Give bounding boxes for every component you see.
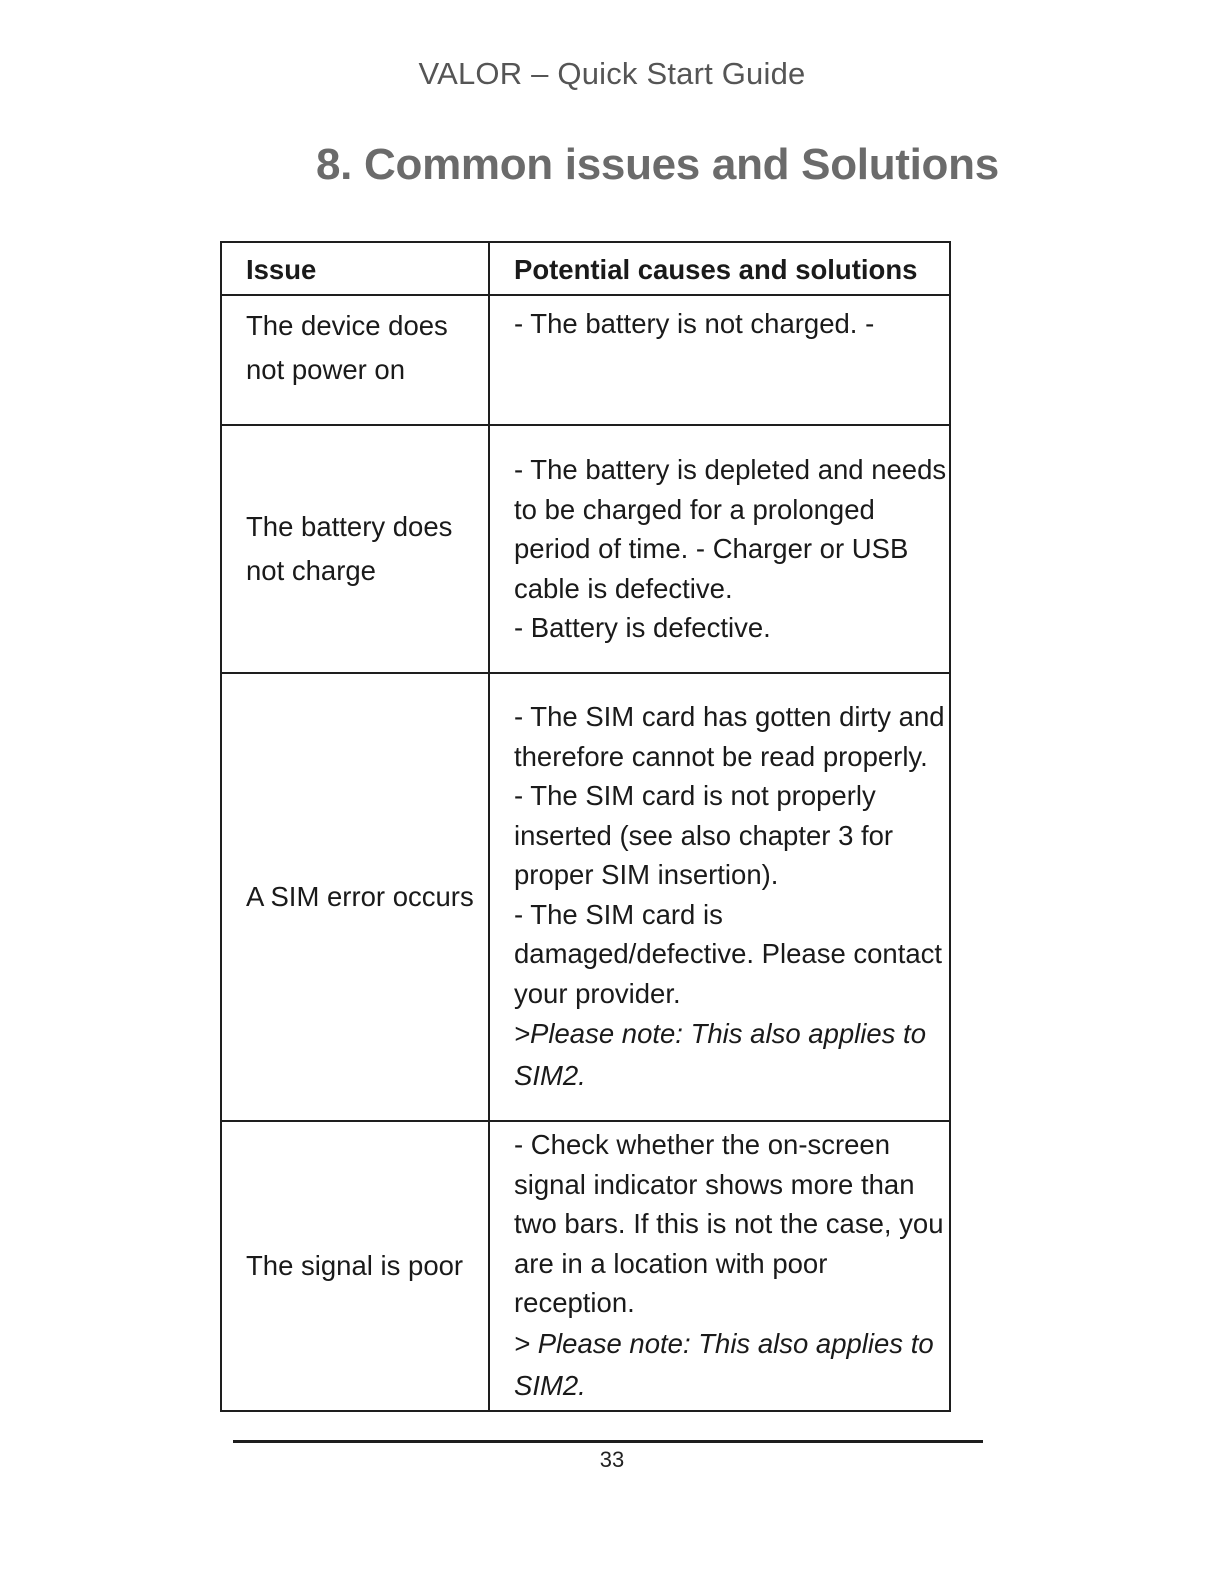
- issue-text: The battery does not charge: [246, 511, 453, 586]
- table-header-row: [221, 242, 950, 295]
- solution-text: - The SIM card has gotten dirty and therefore cannot be read properly.: [514, 701, 945, 772]
- note-text: >Please note: This also applies to SIM2.: [514, 1018, 926, 1091]
- issue-cell: [221, 425, 489, 673]
- solution-text: - Battery is defective.: [514, 612, 771, 644]
- running-header: VALOR – Quick Start Guide: [418, 56, 806, 91]
- column-header-solutions: Potential causes and solutions: [489, 242, 950, 295]
- issue-text: A SIM error occurs: [246, 881, 474, 912]
- solution-cell: [489, 295, 950, 425]
- solution-cell: [489, 1121, 950, 1411]
- issue-cell: [221, 1121, 489, 1411]
- table-row: [221, 673, 950, 1121]
- issue-cell: [221, 673, 489, 1121]
- table-row: [221, 295, 950, 425]
- solution-text: - The battery is depleted and needs to be charged for a prolonged period of time. - Charger or USB cable is defective.: [514, 454, 947, 604]
- solution-cell: [489, 673, 950, 1121]
- issues-table: [220, 241, 951, 1412]
- note-text: > Please note: This also applies to SIM2.: [514, 1327, 934, 1401]
- solution-text: - The SIM card is damaged/defective. Please contact your provider.: [514, 898, 943, 1009]
- table-row: [221, 425, 950, 673]
- issue-cell: [221, 295, 489, 425]
- solution-cell: [489, 425, 950, 673]
- table-row: [221, 1121, 950, 1411]
- solution-text: - The battery is not charged. -: [514, 308, 875, 339]
- solution-text: - The SIM card is not properly inserted (see also chapter 3 for proper SIM insertion).: [514, 780, 894, 890]
- page-number: 33: [599, 1447, 625, 1472]
- solution-text: - Check whether the on-screen signal indicator shows more than two bars. If this is not the case, you are in a location with poor reception.: [514, 1129, 944, 1319]
- footer-rule: [233, 1440, 983, 1443]
- issue-text: The device does not power on: [246, 310, 448, 385]
- issue-text: The signal is poor: [246, 1250, 464, 1281]
- section-title: 8. Common issues and Solutions: [316, 140, 999, 189]
- column-header-issue: Issue: [221, 242, 489, 295]
